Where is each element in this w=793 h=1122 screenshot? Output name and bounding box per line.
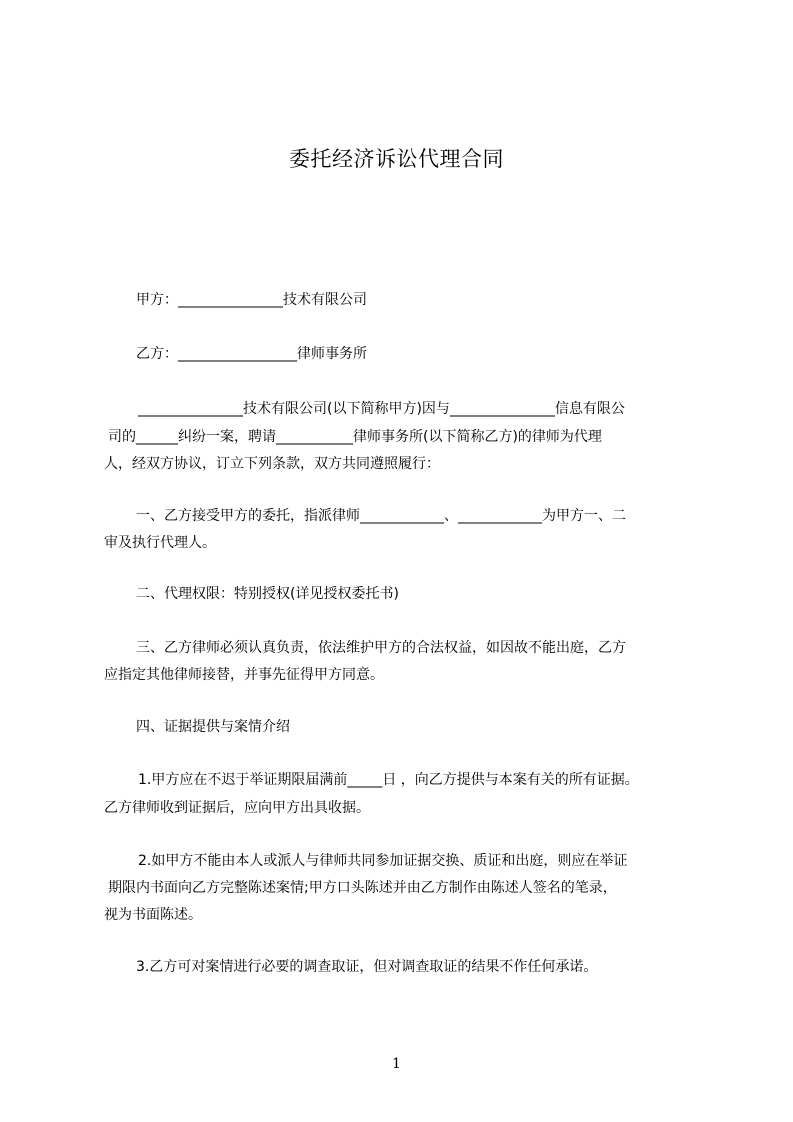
clause-4-heading: 四、证据提供与案情介绍 [136, 719, 290, 735]
item-4-1-line-2: 乙方律师收到证据后，应向甲方出具收据。 [104, 800, 370, 816]
intro-line-1: _______________技术有限公司(以下简称甲方)因与_______________信息有限公 [138, 401, 625, 417]
item-4-2-line-2: 期限内书面向乙方完整陈述案情;甲方口头陈述并由乙方制作由陈述人签名的笔录， [108, 880, 617, 896]
intro-line-2: 司的______纠纷一案，聘请___________律师事务所(以下简称乙方)的律师为代理 [108, 429, 602, 445]
clause-3-line-2: 应指定其他律师接替，并事先征得甲方同意。 [104, 667, 384, 683]
item-4-2-line-3: 视为书面陈述。 [104, 907, 202, 923]
intro-line-3: 人，经双方协议，订立下列条款，双方共同遵照履行： [104, 456, 440, 472]
clause-3-line-1: 三、乙方律师必须认真负责，依法维护甲方的合法权益，如因故不能出庭，乙方 [136, 640, 626, 656]
item-4-2-line-1: 2.如甲方不能由本人或派人与律师共同参加证据交换、质证和出庭，则应在举证 [138, 853, 628, 869]
party-a-line: 甲方：_______________技术有限公司 [136, 292, 367, 308]
document-title: 委托经济诉讼代理合同 [289, 147, 504, 171]
clause-1-line-1: 一、乙方接受甲方的委托，指派律师____________、____________为甲方一、二 [136, 508, 626, 524]
party-b-line: 乙方：_________________律师事务所 [136, 346, 367, 362]
item-4-1-line-1: 1.甲方应在不迟于举证期限届满前_____日 ，向乙方提供与本案有关的所有证据。 [138, 772, 639, 788]
clause-1-line-2: 审及执行代理人。 [104, 535, 216, 551]
clause-2-line: 二、代理权限：特别授权(详见授权委托书) [136, 586, 399, 602]
item-4-3-line: 3.乙方可对案情进行必要的调查取证，但对调查取证的结果不作任何承诺。 [136, 959, 598, 975]
page-number: 1 [392, 1056, 401, 1072]
